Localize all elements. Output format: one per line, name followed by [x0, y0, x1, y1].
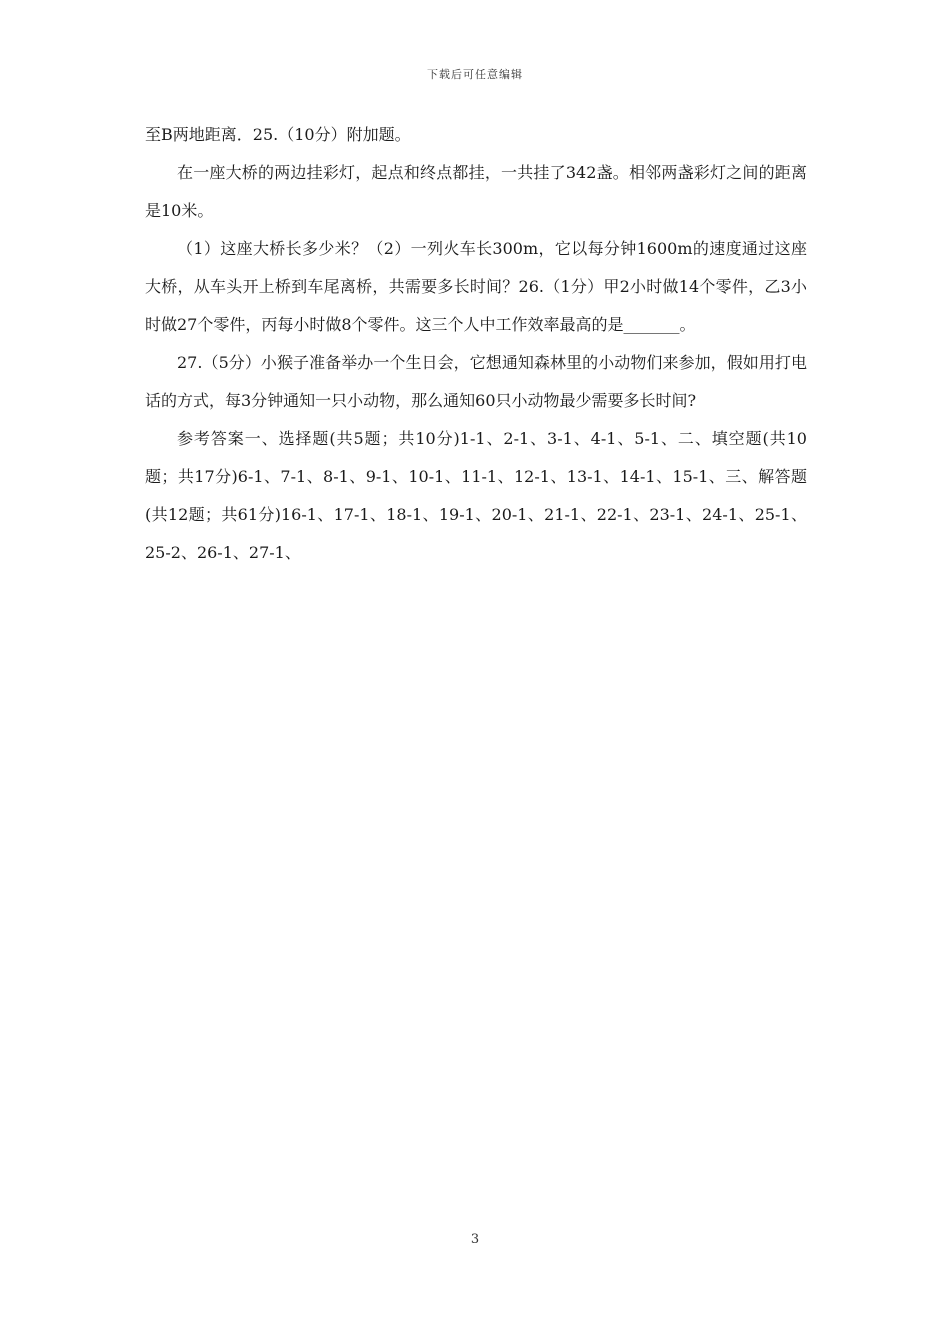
paragraph-4: 27.（5分）小猴子准备举办一个生日会，它想通知森林里的小动物们来参加，假如用打电话的方式，每3分钟通知一只小动物，那么通知60只小动物最少需要多长时间? — [145, 353, 807, 410]
document-body — [145, 116, 807, 572]
paragraph-2: 在一座大桥的两边挂彩灯，起点和终点都挂，一共挂了342盏。相邻两盏彩灯之间的距离是10米。 — [145, 163, 807, 220]
page-number: 3 — [470, 1232, 480, 1247]
paragraph-3: （1）这座大桥长多少米？（2）一列火车长300m，它以每分钟1600m的速度通过这座大桥，从车头开上桥到车尾离桥，共需要多长时间？26.（1分）甲2小时做14个零件，乙3小时做27个零件，丙每小时做8个零件。这三个人中工作效率最高的是_______。 — [145, 239, 807, 334]
page-header: 下载后可任意编辑 — [427, 68, 523, 81]
paragraph-1: 至B两地距离．25.（10分）附加题。 — [145, 125, 411, 144]
paragraph-answers: 参考答案一、选择题(共5题；共10分)1-1、2-1、3-1、4-1、5-1、二、填空题(共10题；共17分)6-1、7-1、8-1、9-1、10-1、11-1、12-1、13-1、14-1、15-1、三、解答题(共12题；共61分)16-1、17-1、18-1、19-1、20-1、21-1、22-1、23-1、24-1、25-1、25-2、26-1、27-1、 — [145, 429, 807, 562]
